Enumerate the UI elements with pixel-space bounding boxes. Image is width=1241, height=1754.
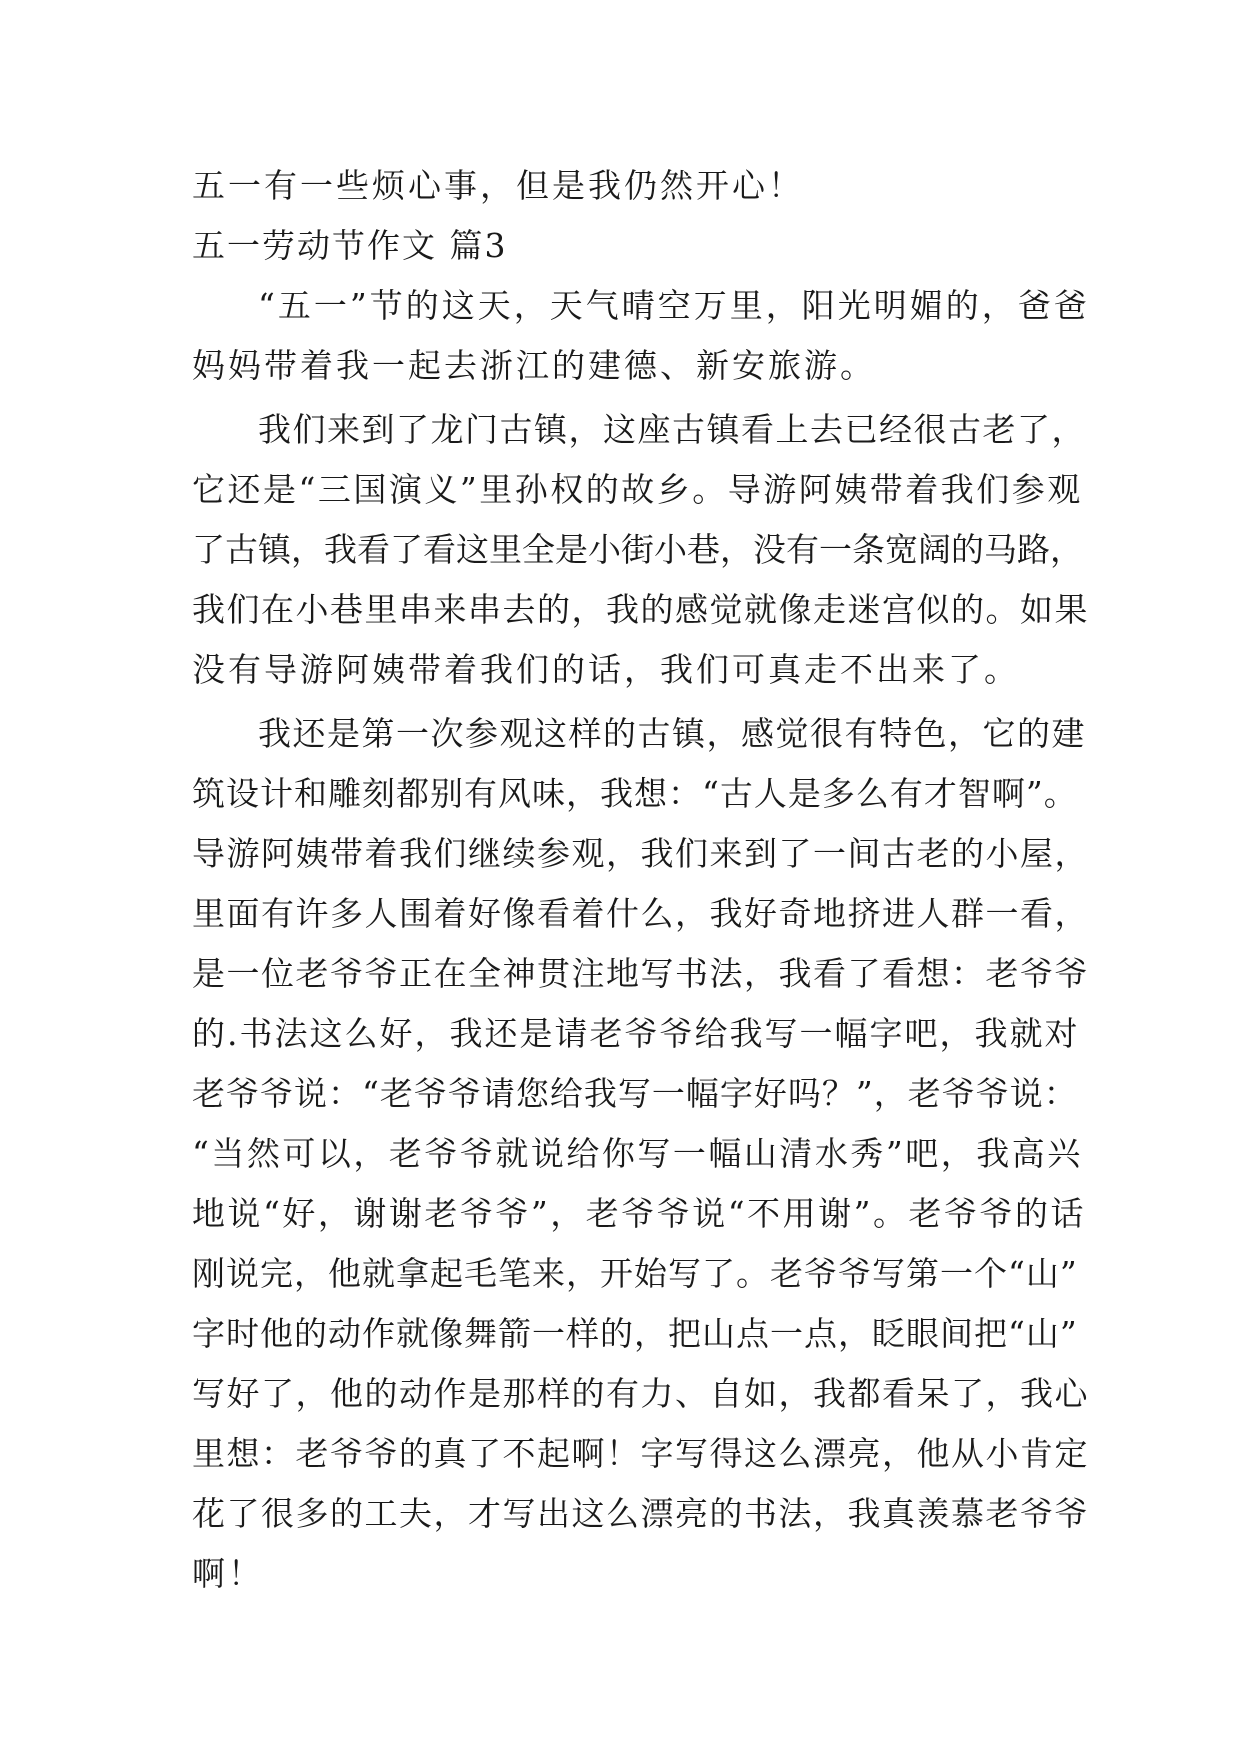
text-line: 没有导游阿姨带着我们的话，我们可真走不出来了。: [192, 650, 1020, 689]
text-line: 了古镇，我看了看这里全是小街小巷，没有一条宽阔的马路，: [192, 530, 1083, 569]
text-line: 花了很多的工夫，才写出这么漂亮的书法，我真羡慕老爷爷: [192, 1494, 1089, 1533]
text-line: 我们在小巷里串来串去的，我的感觉就像走迷宫似的。如果: [192, 590, 1089, 629]
text-line: 刚说完，他就拿起毛笔来，开始写了。老爷爷写第一个“山”: [192, 1254, 1078, 1293]
text-line: 地说“好，谢谢老爷爷”，老爷爷说“不用谢”。老爷爷的话: [192, 1194, 1086, 1233]
text-line: 写好了，他的动作是那样的有力、自如，我都看呆了，我心: [192, 1374, 1089, 1413]
paragraph-first-line: 我们来到了龙门古镇，这座古镇看上去已经很古老了，: [258, 410, 1086, 449]
text-line: 五一有一些烦心事，但是我仍然开心！: [192, 166, 804, 205]
paragraph-first-line: “五一”节的这天，天气晴空万里，阳光明媚的，爸爸: [258, 286, 1090, 325]
text-line: 导游阿姨带着我们继续参观，我们来到了一间古老的小屋，: [192, 834, 1089, 873]
text-line: 妈妈带着我一起去浙江的建德、新安旅游。: [192, 346, 876, 385]
text-line: 筑设计和雕刻都别有风味，我想：“古人是多么有才智啊”。: [192, 774, 1078, 813]
text-line: 它还是“三国演义”里孙权的故乡。导游阿姨带着我们参观: [192, 470, 1083, 509]
text-line: 是一位老爷爷正在全神贯注地写书法，我看了看想：老爷爷: [192, 954, 1089, 993]
text-line: “当然可以，老爷爷就说给你写一幅山清水秀”吧，我高兴: [192, 1134, 1083, 1173]
text-line: 里想：老爷爷的真了不起啊！字写得这么漂亮，他从小肯定: [192, 1434, 1089, 1473]
paragraph-first-line: 我还是第一次参观这样的古镇，感觉很有特色，它的建: [258, 714, 1086, 753]
text-line: 老爷爷说：“老爷爷请您给我写一幅字好吗？”，老爷爷说：: [192, 1074, 1078, 1113]
text-line: 字时他的动作就像舞箭一样的，把山点一点，眨眼间把“山”: [192, 1314, 1078, 1353]
section-heading: 五一劳动节作文 篇3: [192, 226, 508, 265]
text-line: 的.书法这么好，我还是请老爷爷给我写一幅字吧，我就对: [192, 1014, 1080, 1053]
text-line: 里面有许多人围着好像看着什么，我好奇地挤进人群一看，: [192, 894, 1089, 933]
text-line: 啊！: [192, 1554, 264, 1593]
